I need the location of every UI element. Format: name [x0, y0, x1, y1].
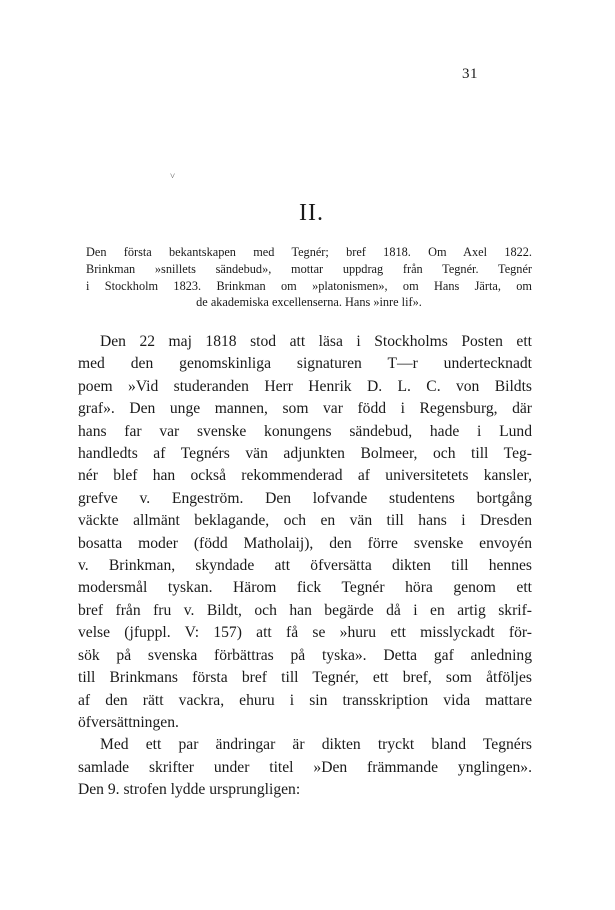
paragraph-line: nér blef han också rekommenderad af universitetets kansler,: [78, 467, 532, 485]
summary-line: de akademiska excellenserna. Hans »inre lif».: [196, 295, 422, 310]
paragraph-line: till Brinkmans första bref till Tegnér, ett bref, som åtföljes: [78, 669, 532, 687]
paragraph-line: med den genomskinliga signaturen T—r undertecknadt: [78, 355, 532, 373]
paragraph-line: bosatta moder (född Matholaij), den förre svenske envoyén: [78, 534, 532, 552]
chapter-summary: [86, 244, 532, 311]
paragraph-line: Den 9. strofen lydde ursprungligen:: [78, 781, 301, 799]
paragraph-line: bref från fru v. Bildt, och han begärde då i en artig skrif-: [78, 601, 532, 619]
paragraph-line: sök på svenska förbättras på tyska». Detta gaf anledning: [78, 646, 532, 664]
paragraph-line: hans far var svenske konungens sändebud, hade i Lund: [78, 422, 532, 440]
paragraph-line: graf». Den unge mannen, som var född i Regensburg, där: [78, 400, 532, 418]
chapter-heading: II.: [299, 200, 324, 226]
print-speck: ˅: [170, 171, 176, 181]
paragraph-line: poem »Vid studeranden Herr Henrik D. L. C. von Bildts: [78, 377, 532, 395]
paragraph-line: samlade skrifter under titel »Den främmande ynglingen».: [78, 758, 532, 776]
paragraph-line: v. Brinkman, skyndade att öfversätta dikten till hennes: [78, 557, 532, 575]
summary-line: i Stockholm 1823. Brinkman om »platonismen», om Hans Järta, om: [86, 278, 532, 293]
paragraph-line: väckte allmänt beklagande, och en vän till hans i Dresden: [78, 512, 532, 530]
summary-line: Den första bekantskapen med Tegnér; bref 1818. Om Axel 1822.: [86, 245, 532, 259]
paragraph-line: Den 22 maj 1818 stod att läsa i Stockholms Posten ett: [100, 333, 532, 350]
paragraph-line: grefve v. Engeström. Den lofvande studentens bortgång: [78, 489, 532, 507]
paragraph-line: öfversättningen.: [78, 713, 179, 731]
paragraph-line: af den rätt vackra, ehuru i sin transskription vida mattare: [78, 691, 532, 709]
summary-line: Brinkman »snillets sändebud», mottar uppdrag från Tegnér. Tegnér: [86, 261, 532, 276]
body-text: [78, 331, 532, 802]
paragraph-line: handledts af Tegnérs vän adjunkten Bolmeer, och till Teg-: [78, 445, 532, 463]
paragraph-line: velse (jfuppl. V: 157) att få se »huru ett misslyckadt för-: [78, 624, 532, 642]
paragraph-line: Med ett par ändringar är dikten tryckt bland Tegnérs: [100, 736, 532, 754]
page-number: 31: [462, 66, 478, 82]
paragraph-line: modersmål tyskan. Härom fick Tegnér höra genom ett: [78, 579, 532, 597]
